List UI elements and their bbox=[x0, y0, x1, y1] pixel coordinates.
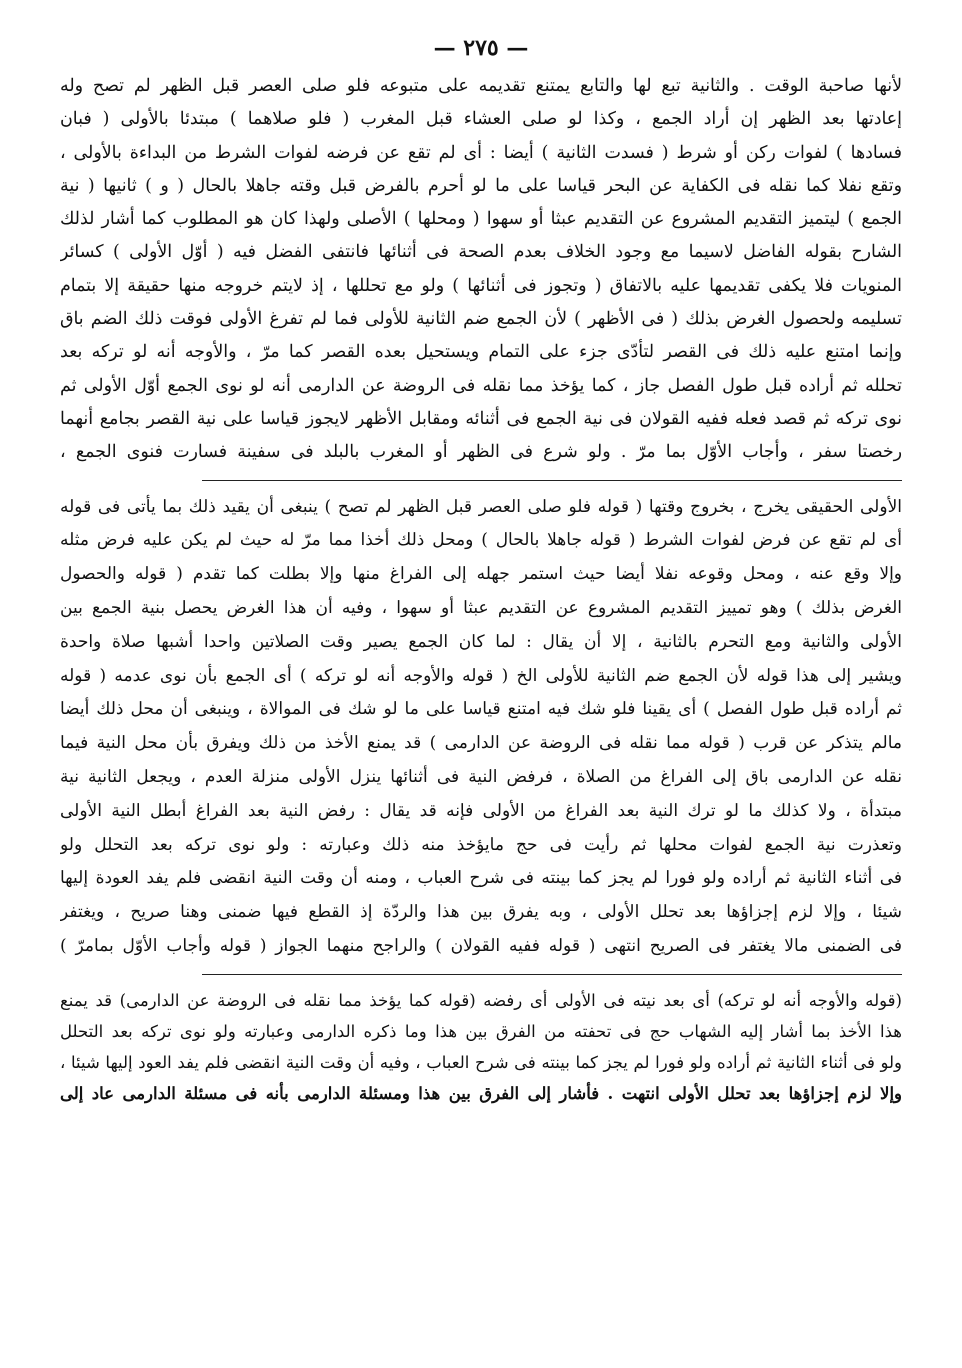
commentary-second bbox=[60, 985, 902, 1109]
commentary-line: وتعذرت نية الجمع لفوات محلها ثم رأيت فى حج مايؤخذ منه ذلك وعبارته : ولو نوى تركه بعد التحلل ولو bbox=[60, 834, 902, 855]
commentary-line: (قوله والأوجه أنه لو تركه) أى بعد نيته فى الأولى أى رفضه (قوله كما يؤخذ مما نقله فى الروضة عن الدارمى) قد يمنع bbox=[60, 990, 902, 1010]
commentary-line: وإلا وقع عنه ، ومحل وقوعه نفلا أيضا حيث استمر جهله إلى الفراغ منها وإلا بطلت كما تقدم ( قوله والحصول bbox=[60, 564, 902, 585]
commentary-line: وإلا لزم إجزاؤها بعد تحلل الأولى انتهت . فأشار إلى الفرق بين هذا ومسئلة الدارمى بأنه فى مسئلة الدارمى عاد إلى bbox=[60, 1083, 902, 1103]
commentary-line: شيئا ، وإلا لزم إجزاؤها بعد تحلل الأولى ، وبه يفرق بين هذا والردّة إذ القطع فيها ضمنى وهنا صريح ، ويغتفر bbox=[60, 902, 902, 923]
separator-rule bbox=[202, 480, 902, 481]
separator-rule bbox=[202, 974, 902, 975]
main-line: لأنها صاحبة الوقت . والثانية تبع لها والتابع يمتنع تقديمه على متبوعه فلو صلى العصر قبل الظهر لم تصح وله bbox=[60, 76, 902, 96]
commentary-line: مبتدأة ، ولا كذلك ما لو ترك النية بعد الفراغ من الأولى فإنه قد يقال : رفض النية بعد الفراغ أبطل النية الأولى bbox=[60, 800, 902, 821]
commentary-line: فى الضمنى مالا يغتفر فى الصريح انتهى ( قوله ففيه القولان ) والراجح منهما الجواز ( قوله وأجاب الأوّل بمامرّ ) bbox=[60, 935, 902, 956]
commentary-line: ولو فى أثناء الثانية ثم أراده ولو فورا لم يجز كما بينته فى شرح العباب ، وفيه أن وقت النية انقضى فلم يفد العود إليها شيئا ، bbox=[60, 1052, 902, 1072]
commentary-first bbox=[60, 491, 902, 964]
main-line: الشارح بقوله الفاضل لاسيما مع وجود الخلاف بعدم الصحة فى أثنائها فانتفى الفضل فيه ( أوّل الأولى ) كسائر bbox=[60, 242, 902, 263]
commentary-line: فى أثناء الثانية ثم أراده ولو فورا لم يجز كما بينته فى شرح العباب ، ومنه أن وقت النية انقضى فلم يفد العودة إليها bbox=[60, 868, 902, 889]
main-line: نوى تركه ثم قصد فعله ففيه القولان فى نية الجمع فى أثنائه ومقابل الأظهر لايجوز قياسا على نية القصر بجامع أنهما bbox=[60, 408, 902, 429]
commentary-line: هذا الأخذ بما أشار إليه الشهاب حج فى تحفته من الفرق بين هذا وما ذكره الدارمى وعبارته ولو نوى تركه بعد التحلل bbox=[60, 1021, 902, 1041]
commentary-line: أى لم تقع عن فرض لفوات الشرط ( قوله جاهلا بالحال ) ومحل ذلك أخذا مما مرّ له حيث لم يكن عليه فرض مثله bbox=[60, 530, 902, 551]
main-line: وتقع نفلا كما نقله فى الكفاية عن البحر قياسا على ما لو أحرم بالفرض قبل وقته جاهلا بالحال ( و ) ثانيها ( نية bbox=[60, 175, 902, 196]
main-line: إعادتها بعد الظهر إن أراد الجمع ، وكذا لو صلى العشاء قبل المغرب ( فلو صلاهما ) مبتدئا بالأولى ( فبان bbox=[60, 109, 902, 130]
commentary-line: ويشير إلى هذا قوله لأن الجمع ضم الثانية للأولى الخ ( قوله والأوجه أنه لو تركه ) أى الجمع بأن نوى عدمه ( قوله bbox=[60, 665, 902, 686]
commentary-line: الغرض بذلك ) وهو تمييز التقديم المشروع عن التقديم عبثا أو سهوا ، وفيه أن هذا الغرض يحصل بنية الجمع بين bbox=[60, 597, 902, 618]
main-line: رخصتا سفر ، وأجاب الأوّل بما مرّ . ولو شرع فى الظهر أو المغرب بالبلد فى سفينة فسارت فنوى الجمع ، bbox=[60, 442, 902, 463]
main-text bbox=[60, 70, 902, 470]
commentary-line: ثم أراده قبل طول الفصل ) أى يقينا فلو شك فيه امتنع قياسا على ما لو شك فى الموالاة ، وينبغى أن محل ذلك أيضا bbox=[60, 699, 902, 720]
main-line: المنويات فلا يكفى تقديمها عليه بالاتفاق ( وتجوز فى أثنائها ) ولو مع تحللها ، إذ لايتم خروجه منها حقيقة إلا بتمام bbox=[60, 275, 902, 296]
commentary-line: الأولى والثانية ومع التحرم بالثانية ، إلا أن يقال : لما كان الجمع يصير وقت الصلاتين واحدا أشبها صلاة واحدة bbox=[60, 631, 902, 652]
main-line: فسادها ) لفوات ركن أو شرط ( فسدت الثانية ) أيضا : أى لم تقع عن فرضه لفوات الشرط من البداءة بالأولى ، bbox=[60, 142, 902, 163]
main-line: تسليمه ولحصول الغرض بذلك ( فى الأظهر ) لأن الجمع ضم الثانية للأولى فما لم تفرغ الأولى فوقت ذلك الضم باق bbox=[60, 309, 902, 330]
main-line: الجمع ) ليتميز التقديم المشروع عن التقديم عبثا أو سهوا ( ومحلها ) الأصلى ولهذا كان هو المطلوب كما أشار لذلك bbox=[60, 209, 902, 230]
page-number: — ٢٧٥ — bbox=[433, 35, 529, 61]
main-line: وإنما امتنع عليه ذلك فى القصر لتأدّى جزء على التمام ويستحيل بعده القصر كما مرّ ، والأوجه أنه لو تركه بعد bbox=[60, 342, 902, 363]
commentary-line: الأولى الحقيقى يخرج ، بخروج وقتها ( قوله فلو صلى العصر قبل الظهر لم تصح ) ينبغى أن يقيد ذلك بما يأتى فى قوله bbox=[60, 496, 902, 517]
main-line: تحلله ثم أراده قبل طول الفصل جاز ، كما يؤخذ مما نقله فى الروضة عن الدارمى أنه لو نوى الجمع أوّل الأولى ثم bbox=[60, 375, 902, 396]
commentary-line: نقله عن الدارمى باق إلى الفراغ من الصلاة ، فرفض النية فى أثنائها ينزل الأولى منزلة العدم ، ويجعل الثانية نية bbox=[60, 766, 902, 787]
commentary-line: مالم يتذكر عن قرب ( قوله مما نقله فى الروضة عن الدارمى ) قد يمنع الأخذ من ذلك ويفرق بأن محل النية فيما bbox=[60, 733, 902, 754]
